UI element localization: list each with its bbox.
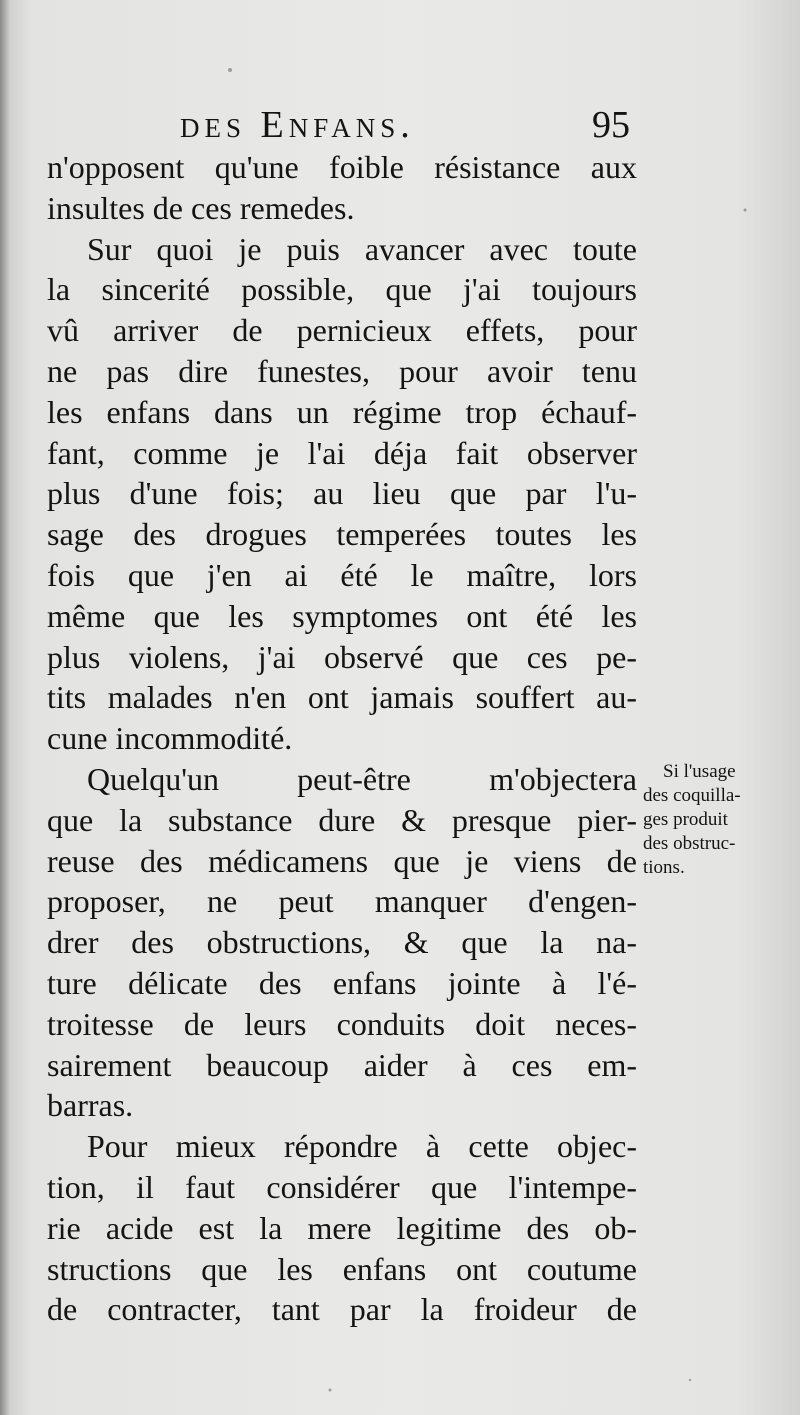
text-line: ne pas dire funestes, pour avoir tenu [47,352,637,389]
text-line: plus d'une fois; au lieu que par l'u- [47,475,637,512]
margin-note [643,760,793,880]
text-line: la sincerité possible, que j'ai toujours [47,271,637,308]
text-line: sage des drogues temperées toutes les [47,516,637,553]
text-line: plus violens, j'ai observé que ces pe- [47,638,637,675]
text-line: troitesse de leurs conduits doit neces- [47,1005,637,1042]
text-line: cune incommodité. [47,720,293,757]
running-head [180,100,630,150]
text-line: fant, comme je l'ai déja fait observer [47,434,637,471]
text-line: les enfans dans un régime trop échauf- [47,393,637,430]
body-text [47,147,637,1330]
text-line: de contracter, tant par la froideur de [47,1291,637,1328]
margin-note-line: des coquilla- [643,785,741,806]
margin-note-line: Si l'usage [663,761,736,782]
text-line: barras. [47,1087,134,1124]
margin-note-line: ges produit [643,809,728,830]
text-line: insultes de ces remedes. [47,189,355,226]
page-gutter-shadow [0,0,10,1415]
margin-note-line: des obstruc- [643,833,736,854]
text-line: Sur quoi je puis avancer avec toute [87,230,637,267]
text-line: vû arriver de pernicieux effets, pour [47,312,637,349]
text-line: fois que j'en ai été le maître, lors [47,556,637,593]
text-line: Pour mieux répondre à cette objec- [87,1128,637,1165]
page-number: 95 [592,104,630,146]
text-line: tits malades n'en ont jamais souffert au- [47,679,637,716]
text-line: rie acide est la mere legitime des ob- [47,1209,637,1246]
text-line: ture délicate des enfans jointe à l'é- [47,964,637,1001]
text-line: structions que les enfans ont coutume [47,1250,637,1287]
text-line: reuse des médicamens que je viens de [47,842,637,879]
text-line: proposer, ne peut manquer d'engen- [47,883,637,920]
text-line: n'opposent qu'une foible résistance aux [47,149,637,185]
running-title: des Enfans. [180,104,415,146]
text-line: même que les symptomes ont été les [47,597,637,634]
text-line: que la substance dure & presque pier- [47,801,637,838]
text-line: tion, il faut considérer que l'intempe- [47,1168,637,1205]
text-line: sairement beaucoup aider à ces em- [47,1046,637,1083]
margin-note-line: tions. [643,857,685,878]
text-line: Quelqu'un peut-être m'objectera [87,760,637,797]
text-line: drer des obstructions, & que la na- [47,924,637,961]
